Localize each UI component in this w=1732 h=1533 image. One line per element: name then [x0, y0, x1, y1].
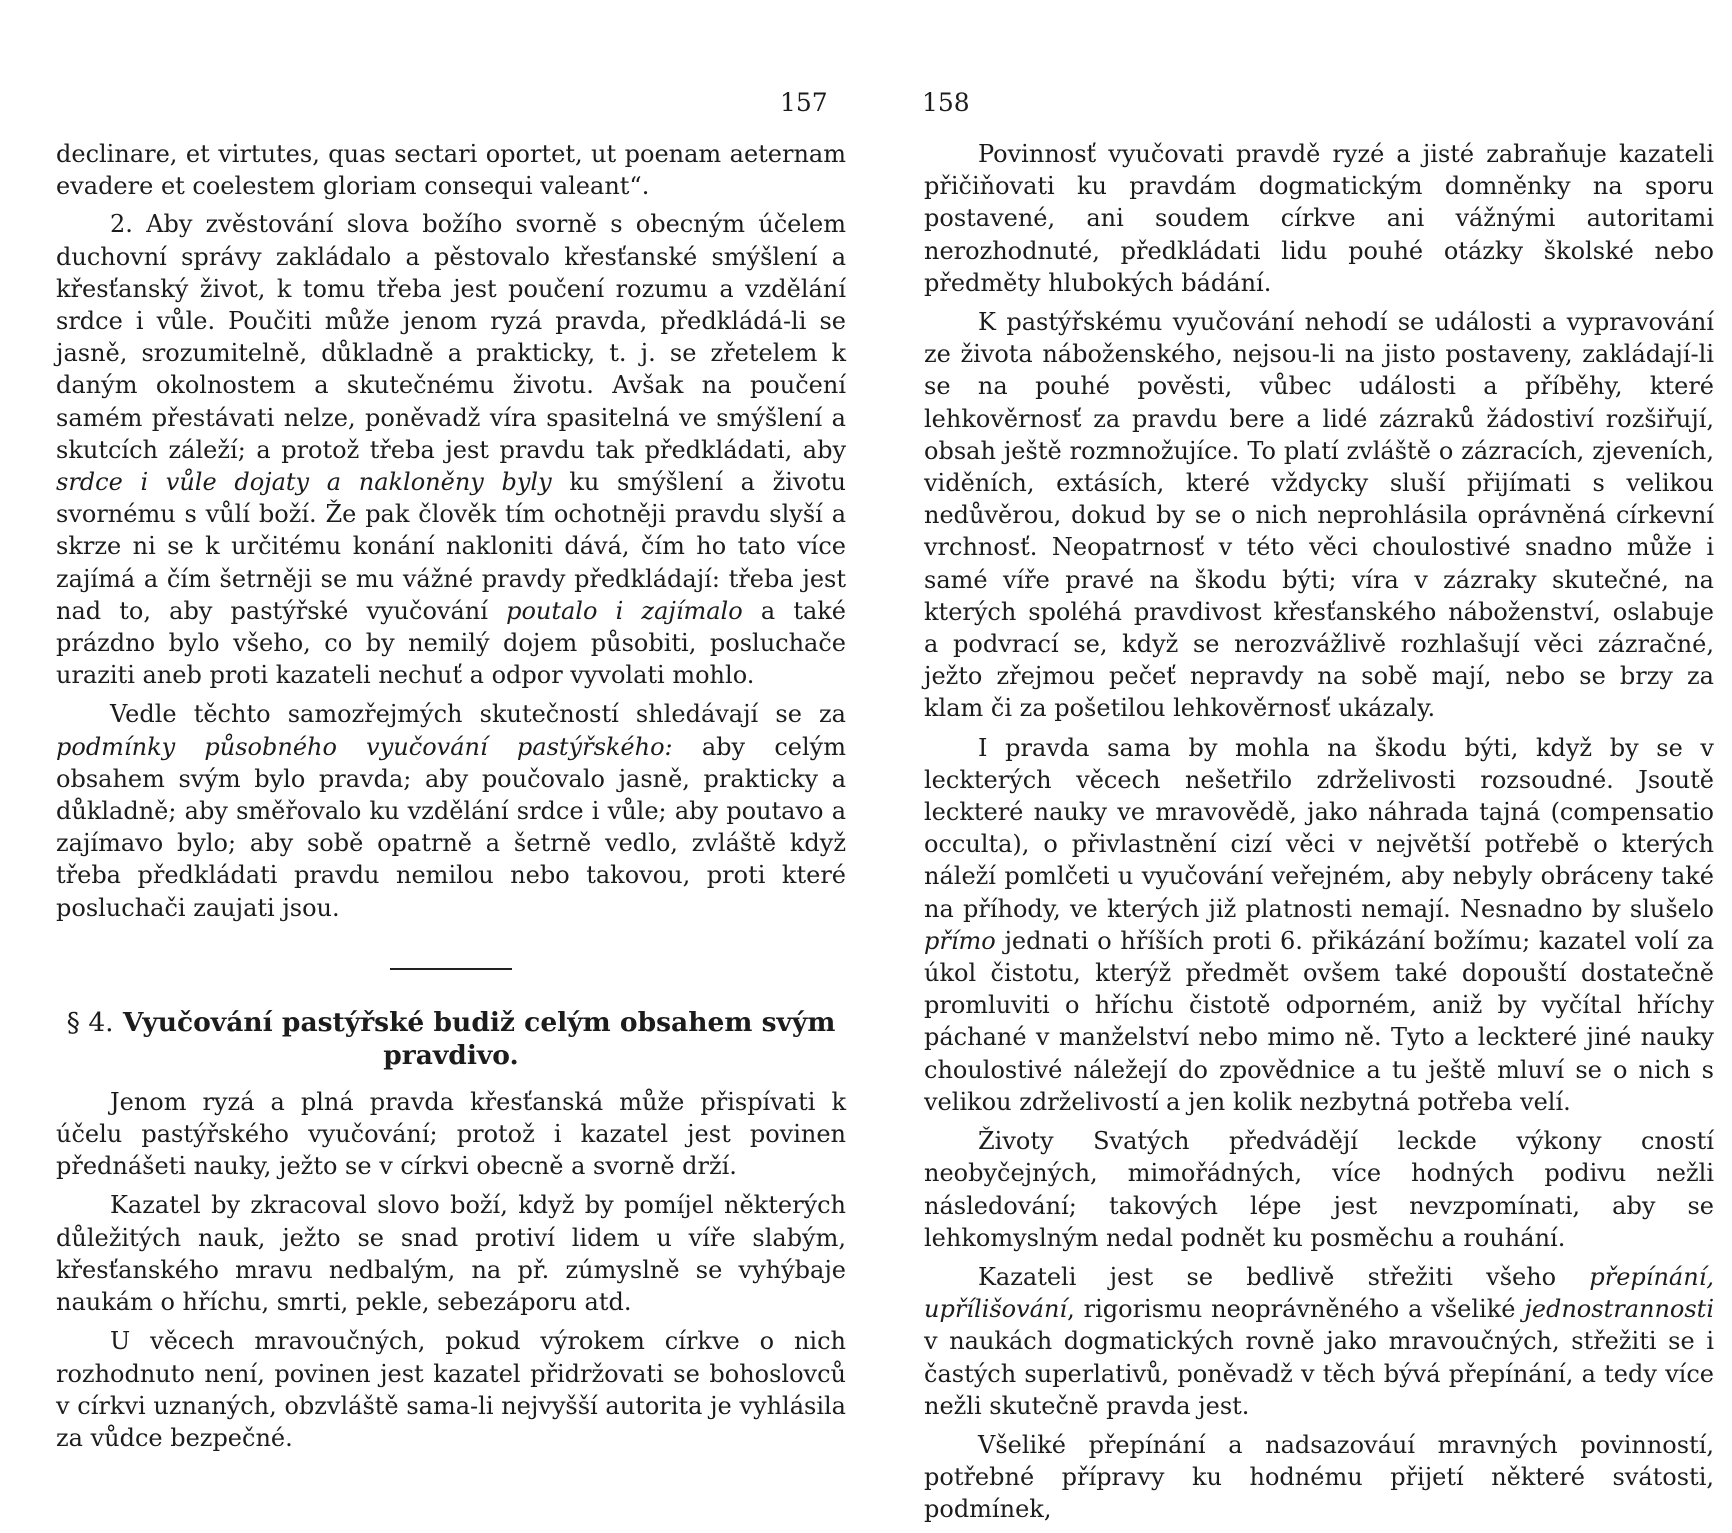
- emphasis: poutalo i zajímalo: [506, 596, 743, 625]
- emphasis: podmínky působného vyučování pastýřského:: [56, 732, 673, 761]
- paragraph: K pastýřskému vyučování nehodí se události a vypravování ze života náboženského, nejsou-li na jisto postaveny, zakládají-li se na pouhé pověsti, vůbec události a příběhy, které lehkověrnosť za pravdu bere a lidé zázraků žádostiví rozšiřují, obsah ještě rozmnožujíce. To platí zvláště o zázracích, zjeveních, viděních, extásích, které vždycky sluší přijímati s velikou nedůvěrou, dokud by se o nich neprohlásila oprávněná církevní vrchnosť. Neopatrnosť v této věci choulostivé snadno může i samé víře pravé na škodu býti; víra v zázraky skutečné, na kterých spoléhá pravdivost křesťanského náboženství, oslabuje a podvrací se, když se nerozvážlivě rozhlašují věci zázračné, ježto zřejmou pečeť nepravdy na sobě mají, nebo se brzy za klam či za pošetilou lehkověrnosť ukázaly.: [924, 308, 1714, 723]
- paragraph: Povinnosť vyučovati pravdě ryzé a jisté zabraňuje kazateli přičiňovati ku pravdám dogmatickým domněnky na sporu postavené, ani soudem církve ani vážnými autoritami nerozhodnuté, předkládati lidu pouhé otázky školské nebo předměty hlubokých bádání.: [924, 140, 1714, 297]
- paragraph: Životy Svatých předvádějí leckde výkony cností neobyčejných, mimořádných, více hodných podivu nežli následování; takových lépe jest nevzpomínati, aby se lehkomyslným nedal podnět ku posměchu a rouhání.: [924, 1127, 1714, 1252]
- paragraph: Kazateli jest se bedlivě střežiti všeho přepínání, upřílišování, rigorismu neoprávněného a všeliké jednostrannosti v naukách dogmatických rovně jako mravoučných, střežiti se i častých superlativů, poněvadž v těch bývá přepínání, a tedy více nežli skutečně pravda jest.: [924, 1262, 1714, 1420]
- paragraph: 2. Aby zvěstování slova božího svorně s obecným účelem duchovní správy zakládalo a pěstovalo křesťanské smýšlení a křesťanský život, k tomu třeba jest poučení rozumu a vzdělání srdce i vůle. Poučiti může jenom ryzá pravda, předkládá-li se jasně, srozumitelně, důkladně a prakticky, t. j. se zřetelem k daným okolnostem a skutečnému životu. Avšak na poučení samém přestávati nelze, poněvadž víra spasitelná ve smýšlení a skutcích záleží; a protož třeba jest pravdu tak předkládati, aby srdce i vůle dojaty a nakloněny byly ku smýšlení a životu svornému s vůlí boží. Že pak člověk tím ochotněji pravdu slyší a skrze ni se k určitému konání nakloniti dává, čím ho tato více zajímá a čím šetrněji se mu vážné pravdy předkládají: třeba jest nad to, aby pastýřské vyučování poutalo i zajímalo a také prázdno bylo všeho, co by nemilý dojem působiti, posluchače uraziti aneb proti kazateli nechuť a odpor vyvolati mohlo.: [56, 210, 847, 690]
- right-page: [866, 0, 1732, 1524]
- emphasis: přepínání, upřílišování: [924, 1262, 1714, 1324]
- emphasis: přímo: [924, 926, 996, 955]
- paragraph: Kazatel by zkracoval slovo boží, když by pomíjel některých důležitých nauk, ježto se snad protiví lidem u víře slabým, křesťanského mravu nedbalým, na př. zúmyslně se vyhýbaje naukám o hříchu, smrti, pekle, sebezáporu atd.: [56, 1191, 846, 1317]
- section-heading: [56, 1006, 846, 1072]
- paragraph: Vedle těchto samozřejmých skutečností shledávají se za podmínky působného vyučování pastýřského: aby celým obsahem svým bylo pravda; aby poučovalo jasně, prakticky a důkladně; aby směřovalo ku vzdělání srdce i vůle; aby poutavo a zajímavo bylo; aby sobě opatrně a šetrně vedlo, zvláště když třeba předkládati pravdu nemilou nebo takovou, proti které posluchači zaujati jsou.: [56, 700, 846, 922]
- page-number: 158: [922, 88, 970, 117]
- paragraph: declinare, et virtutes, quas sectari oportet, ut poenam aeternam evadere et coelestem gloriam consequi valeant“.: [56, 140, 846, 201]
- paragraph: U věcech mravoučných, pokud výrokem církve o nich rozhodnuto není, povinen jest kazatel přidržovati se bohoslovců v církvi uznaných, obzvláště sama-li nejvyšší autorita je vyhlásila za vůdce bezpečné.: [56, 1327, 846, 1452]
- paragraph: Jenom ryzá a plná pravda křesťanská může přispívati k účelu pastýřského vyučování; protož i kazatel jest povinen přednášeti nauky, ježto se v církvi obecně a svorně drží.: [56, 1087, 846, 1181]
- page-number: 157: [780, 88, 828, 117]
- section-number: § 4.: [66, 1006, 114, 1038]
- emphasis: jednostrannosti: [1524, 1295, 1714, 1324]
- paragraph: I pravda sama by mohla na škodu býti, když by se v leckterých věcech nešetřilo zdrželivosti rozsoudné. Jsoutě leckteré nauky ve mravovědě, jako náhrada tajná (compensatio occulta), o přivlastnění cizí věci v největší potřebě o kterých náleží pomlčeti u vyučování veřejném, aby nebyly obráceny také na příhody, ve kterých již platnosti nemají. Nesnadno by slušelo přímo jednati o hříších proti 6. přikázání božímu; kazatel volí za úkol čistotu, kterýž předmět ovšem také dopouští dostatečně promluviti o hříchu čistotě odporném, aniž by vyčítal hříchy páchané v manželství nebo mimo ně. Tyto a leckteré jiné nauky choulostivé náležejí do zpovědnice a tu ještě mluví se o nich s velikou zdrželivostí a jen kolik nezbytná potřeba velí.: [924, 733, 1714, 1116]
- left-page-text: [56, 138, 846, 1461]
- section-title: Vyučování pastýřské budiž celým obsahem svým pravdivo.: [122, 1006, 836, 1071]
- left-page: [0, 0, 866, 1500]
- section-divider: [390, 968, 512, 970]
- right-page-text: [924, 138, 1714, 1533]
- paragraph: Všeliké přepínání a nadsazováuí mravných povinností, potřebné přípravy ku hodnému přijetí některé svátosti, podmínek,: [924, 1430, 1714, 1524]
- emphasis: srdce i vůle dojaty a nakloněny byly: [56, 468, 552, 497]
